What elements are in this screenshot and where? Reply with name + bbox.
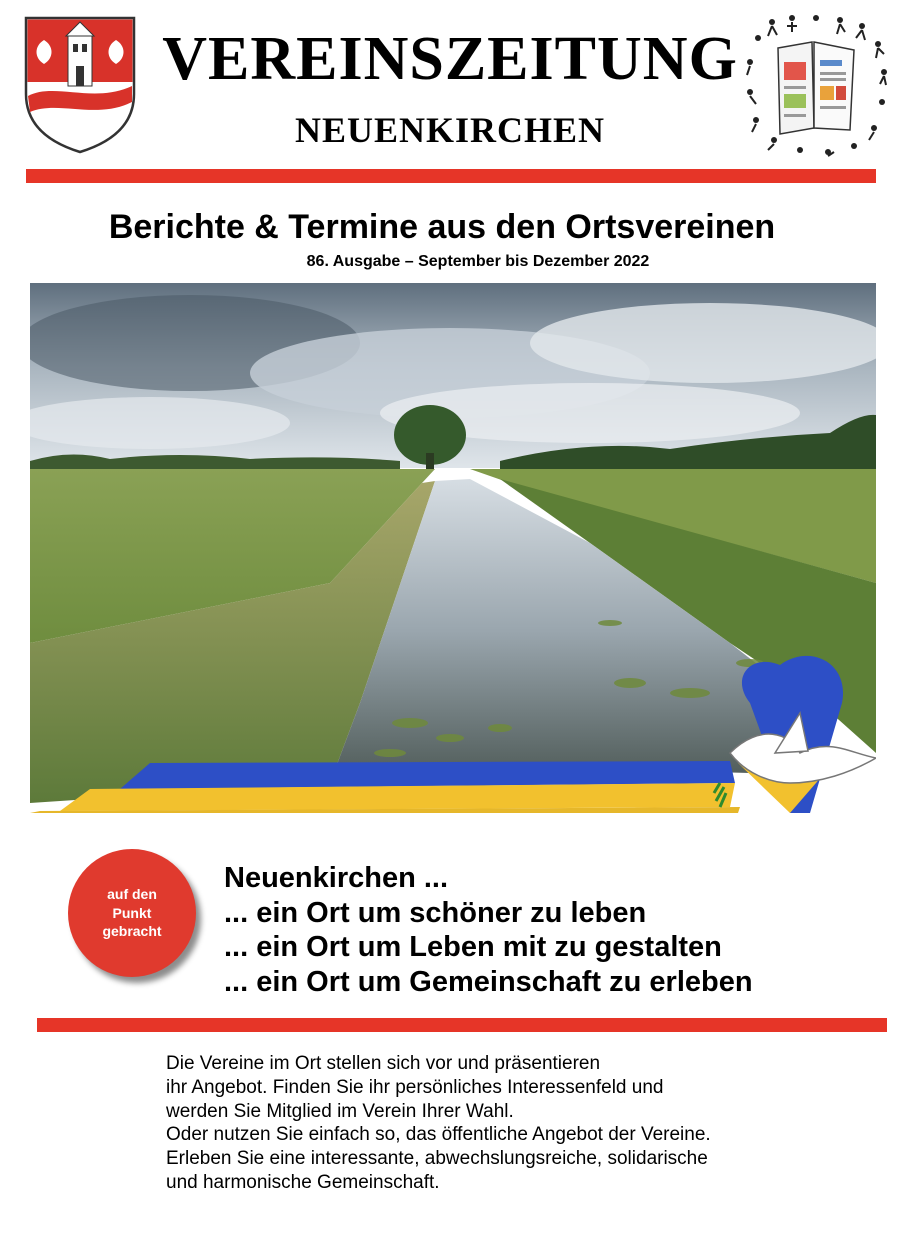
cover-photo bbox=[30, 283, 876, 813]
intro-line: Oder nutzen Sie einfach so, das öffentliche Angebot der Vereine. bbox=[166, 1124, 711, 1146]
slogan-line: ... ein Ort um schöner zu leben bbox=[224, 896, 647, 929]
newspaper-sports-logo-icon bbox=[742, 12, 890, 158]
slogan-line: ... ein Ort um Gemeinschaft zu erleben bbox=[224, 965, 753, 998]
badge-text: auf den Punkt gebracht bbox=[102, 885, 162, 940]
slogan-line: Neuenkirchen ... bbox=[224, 862, 449, 894]
slogan bbox=[224, 861, 753, 999]
red-divider-top bbox=[26, 169, 876, 183]
intro-line: Die Vereine im Ort stellen sich vor und präsentieren bbox=[166, 1053, 601, 1074]
red-badge bbox=[68, 849, 196, 977]
red-divider-bottom bbox=[37, 1018, 887, 1032]
coat-of-arms-icon bbox=[24, 16, 136, 154]
intro-line: Erleben Sie eine interessante, abwechslungsreiche, solidarische bbox=[166, 1148, 708, 1170]
intro-line: und harmonische Gemeinschaft. bbox=[166, 1171, 440, 1193]
issue-info: 86. Ausgabe – September bis Dezember 2022 bbox=[306, 253, 650, 270]
masthead-subtitle: NEUENKIRCHEN bbox=[294, 110, 606, 150]
masthead-title: VEREINSZEITUNG bbox=[162, 25, 738, 93]
slogan-line: ... ein Ort um Leben mit zu gestalten bbox=[224, 931, 722, 963]
page-headline: Berichte & Termine aus den Ortsvereinen bbox=[108, 208, 776, 246]
intro-paragraph bbox=[166, 1052, 846, 1195]
intro-line: ihr Angebot. Finden Sie ihr persönliches Interessenfeld und bbox=[166, 1076, 664, 1098]
intro-line: werden Sie Mitglied im Verein Ihrer Wahl. bbox=[166, 1100, 514, 1122]
